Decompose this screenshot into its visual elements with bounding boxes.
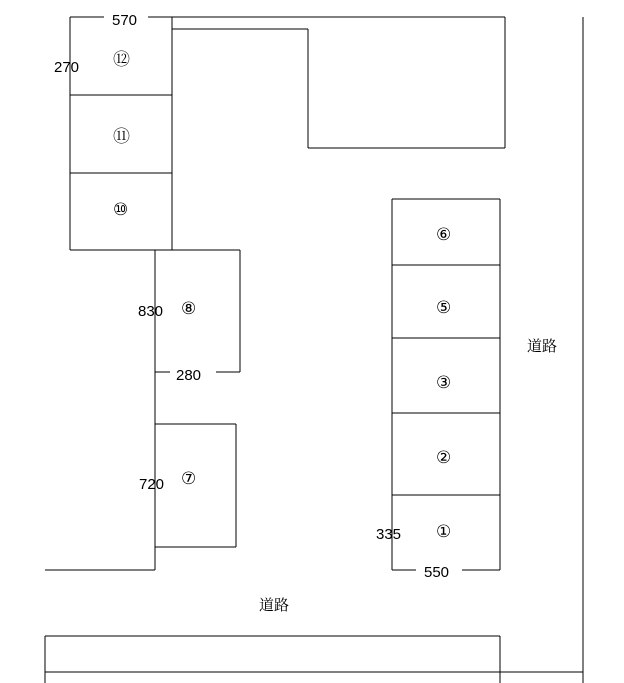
road-label-right: 道路 — [527, 338, 558, 355]
lot-number-10: ⑩ — [113, 200, 129, 220]
dimension-280-lot8: 280 — [176, 367, 202, 384]
dimension-720-lot7: 720 — [139, 476, 165, 493]
road-label-bottom: 道路 — [259, 597, 290, 614]
lot-number-1: ① — [436, 522, 452, 542]
lot-number-7: ⑦ — [181, 469, 197, 489]
lot-number-5: ⑤ — [436, 298, 452, 318]
lot-number-2: ② — [436, 448, 452, 468]
dimension-570-top: 570 — [112, 12, 138, 29]
lot-number-12: ⑫ — [113, 50, 130, 70]
dimension-270-left: 270 — [54, 59, 80, 76]
lot-number-3: ③ — [436, 373, 452, 393]
dimension-550-bottom: 550 — [424, 564, 450, 581]
dimension-335-lot1: 335 — [376, 526, 402, 543]
lot-number-8: ⑧ — [181, 299, 197, 319]
lot-number-11: ⑪ — [113, 127, 130, 147]
lot-number-6: ⑥ — [436, 225, 452, 245]
dimension-830-lot8: 830 — [138, 303, 164, 320]
